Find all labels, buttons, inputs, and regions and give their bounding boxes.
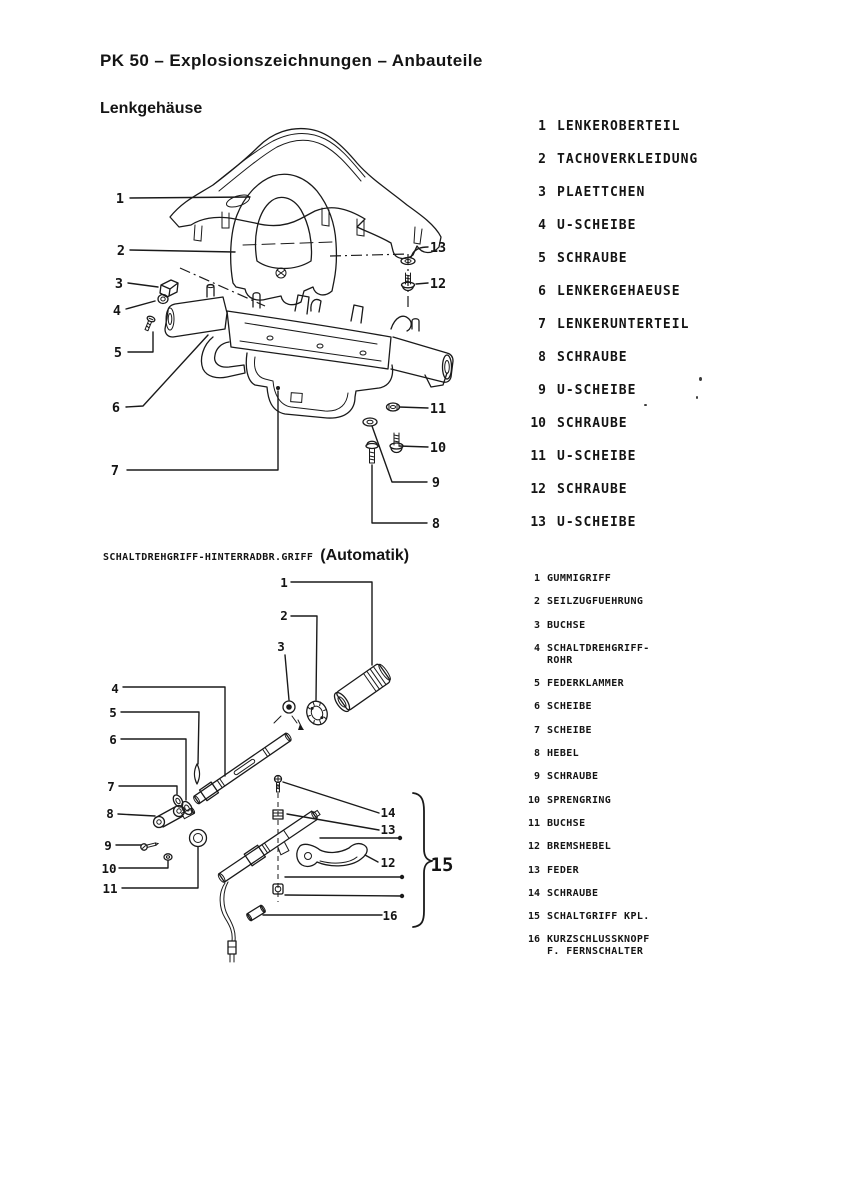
scan-artifact	[696, 396, 698, 399]
part-drawing-lenkergehaeuse	[165, 284, 453, 418]
callout-number: 12	[429, 276, 447, 292]
part-drawing-gummigriff	[332, 662, 393, 714]
part-number: 8	[533, 748, 540, 760]
diagram1-callouts	[111, 191, 446, 532]
part-drawing-screw-spring-axis	[273, 775, 283, 902]
part-number: 8	[538, 350, 546, 365]
group-brace-15	[413, 793, 432, 927]
part-label: SPRENGRING	[547, 794, 612, 806]
parts-list-item	[515, 701, 785, 713]
parts-list-item	[515, 888, 785, 900]
leader-lines	[116, 582, 432, 927]
part-number: 15	[527, 911, 540, 923]
part-label: SCHRAUBE	[557, 350, 628, 365]
callout-number: 10	[101, 861, 117, 876]
callout-number: 9	[104, 838, 112, 853]
part-number: 6	[533, 701, 540, 713]
part-number: 12	[530, 482, 546, 497]
part-drawing-schraube-12	[402, 273, 415, 291]
parts-list-item	[515, 865, 785, 877]
parts-list-item	[515, 771, 785, 783]
part-number: 5	[538, 251, 546, 266]
callout-number: 3	[114, 276, 124, 292]
part-drawing-lenkeroberteil	[170, 129, 441, 259]
part-number: 3	[533, 619, 540, 631]
parts-list-item	[520, 219, 830, 233]
assembly-axis-right	[330, 254, 408, 311]
part-label: SCHALTDREHGRIFF- ROHR	[547, 642, 650, 666]
parts-list-item	[515, 620, 785, 632]
section2-heading	[103, 547, 409, 565]
exploded-diagram-lenkgehaeuse	[95, 115, 470, 545]
part-number: 2	[538, 152, 546, 167]
part-label: PLAETTCHEN	[557, 185, 646, 200]
part-number: 2	[533, 596, 540, 608]
part-label: SCHRAUBE	[557, 251, 628, 266]
part-number: 3	[538, 185, 546, 200]
callout-number: 16	[382, 908, 398, 923]
part-number: 14	[527, 887, 540, 899]
part-label: SCHRAUBE	[557, 482, 628, 497]
part-label: U-SCHEIBE	[557, 383, 637, 398]
part-label: SEILZUGFUEHRUNG	[547, 596, 644, 608]
part-label: GUMMIGRIFF	[547, 573, 612, 584]
exploded-diagram-schaltdrehgriff	[95, 570, 470, 975]
part-number: 10	[530, 416, 546, 431]
part-number: 5	[533, 678, 540, 690]
parts-list-item	[515, 934, 785, 958]
callout-number: 10	[429, 440, 447, 456]
part-label: BREMSHEBEL	[547, 841, 612, 853]
callout-number: 4	[111, 681, 119, 696]
part-drawing-buchse-3	[274, 701, 304, 730]
parts-list-item	[515, 748, 785, 760]
part-label: SCHALTGRIFF KPL.	[547, 911, 650, 923]
callout-number: 2	[280, 608, 288, 623]
callout-number: 12	[380, 855, 396, 870]
part-number: 13	[530, 515, 546, 530]
part-label: SCHRAUBE	[547, 887, 599, 899]
part-number: 4	[538, 218, 546, 233]
part-drawing-schaltgriff-shaft	[216, 807, 327, 892]
section1-heading: Lenkgehäuse	[100, 100, 203, 117]
part-number: 4	[533, 642, 540, 654]
parts-list-item	[520, 483, 830, 497]
part-label: FEDERKLAMMER	[547, 678, 625, 690]
part-label: TACHOVERKLEIDUNG	[557, 152, 699, 167]
part-label: LENKERUNTERTEIL	[557, 317, 690, 332]
parts-list-item	[515, 795, 785, 807]
page-title: PK 50 – Explosionszeichnungen – Anbauteile	[100, 51, 483, 70]
assembly-axis-left	[180, 268, 265, 306]
parts-list-item	[515, 841, 785, 853]
parts-list-schaltdrehgriff	[515, 573, 785, 970]
part-drawing-schraube-8	[366, 441, 378, 463]
parts-list-item	[520, 351, 830, 365]
part-label: SCHRAUBE	[557, 416, 628, 431]
part-drawing-schraube-10	[390, 433, 403, 453]
parts-list-item	[520, 186, 830, 200]
callout-number: 7	[110, 463, 120, 479]
callout-number: 13	[380, 822, 396, 837]
callout-number: 5	[109, 705, 117, 720]
part-number: 9	[533, 771, 540, 783]
part-label: LENKERGEHAEUSE	[557, 284, 681, 299]
parts-list-item	[515, 678, 785, 690]
parts-list-item	[515, 643, 785, 667]
parts-list-item	[520, 417, 830, 431]
parts-list-item	[520, 318, 830, 332]
part-label: SCHEIBE	[547, 724, 592, 736]
callout-number: 8	[106, 806, 114, 821]
parts-list-item	[515, 818, 785, 830]
part-drawing-seilzugfuehrung	[303, 698, 330, 727]
part-drawing-schraube-5	[143, 315, 156, 331]
parts-list-item	[515, 596, 785, 608]
parts-list-item	[520, 450, 830, 464]
parts-list-item	[515, 911, 785, 923]
part-drawing-tachoverkleidung	[231, 174, 337, 304]
diagram2-callouts	[101, 575, 453, 923]
section2-heading-suffix: (Automatik)	[320, 547, 410, 564]
part-label: KURZSCHLUSSKNOPF F. FERNSCHALTER	[547, 934, 650, 958]
part-label: BUCHSE	[547, 817, 586, 829]
part-label: U-SCHEIBE	[557, 515, 637, 530]
parts-list-item	[520, 252, 830, 266]
callout-number: 9	[431, 475, 441, 491]
part-label: FEDER	[547, 864, 580, 876]
callout-number: 13	[429, 240, 447, 256]
part-number: 1	[533, 573, 540, 584]
parts-list-item	[520, 120, 830, 134]
part-number: 1	[538, 119, 546, 134]
callout-number: 6	[111, 400, 121, 416]
part-drawing-schraube-9	[140, 840, 159, 850]
parts-list-item	[520, 384, 830, 398]
part-drawing-federklammer	[194, 764, 199, 784]
parts-list-item	[520, 285, 830, 299]
part-number: 12	[527, 841, 540, 853]
callout-number: 4	[112, 303, 122, 319]
callout-number: 1	[280, 575, 288, 590]
callout-number: 6	[109, 732, 117, 747]
part-number: 11	[527, 817, 540, 829]
part-label: BUCHSE	[547, 619, 586, 631]
callout-number: 2	[116, 243, 126, 259]
part-label: U-SCHEIBE	[557, 218, 637, 233]
part-drawing-u-scheibe-11	[387, 403, 400, 411]
callout-number: 5	[113, 345, 123, 361]
callout-number: 3	[277, 639, 285, 654]
part-number: 6	[538, 284, 546, 299]
part-drawing-u-scheibe-4	[158, 295, 168, 304]
part-number: 7	[533, 724, 540, 736]
callout-number: 11	[429, 401, 447, 417]
scan-artifact	[699, 377, 702, 381]
part-label: LENKEROBERTEIL	[557, 119, 681, 134]
callout-number: 8	[431, 516, 441, 532]
section2-heading-typewriter: SCHALTDREHGRIFF-HINTERRADBR.GRIFF	[103, 552, 314, 563]
scan-artifact	[644, 404, 647, 406]
parts-list-item	[515, 573, 785, 585]
part-label: U-SCHEIBE	[557, 449, 637, 464]
leader-lines	[126, 197, 428, 523]
part-number: 7	[538, 317, 546, 332]
callout-number: 15	[430, 854, 454, 876]
parts-list-item	[520, 516, 830, 530]
part-label: SCHRAUBE	[547, 771, 599, 783]
part-number: 13	[527, 864, 540, 876]
part-label: HEBEL	[547, 748, 580, 760]
part-drawing-kurzschlussknopf	[220, 882, 266, 962]
part-number: 9	[538, 383, 546, 398]
part-label: SCHEIBE	[547, 701, 592, 713]
callout-number: 7	[107, 779, 115, 794]
callout-number: 11	[102, 881, 118, 896]
part-number: 16	[527, 934, 540, 946]
parts-list-item	[520, 153, 830, 167]
callout-number: 14	[380, 805, 396, 820]
part-number: 10	[527, 794, 540, 806]
parts-list-item	[515, 725, 785, 737]
part-drawing-buchse-11	[190, 830, 207, 847]
part-drawing-sprengring	[164, 854, 172, 860]
parts-list-lenkgehaeuse	[520, 120, 830, 549]
part-number: 11	[530, 449, 546, 464]
part-drawing-u-scheibe-9	[363, 418, 377, 426]
part-drawing-bremshebel	[297, 844, 367, 867]
callout-number: 1	[115, 191, 125, 207]
